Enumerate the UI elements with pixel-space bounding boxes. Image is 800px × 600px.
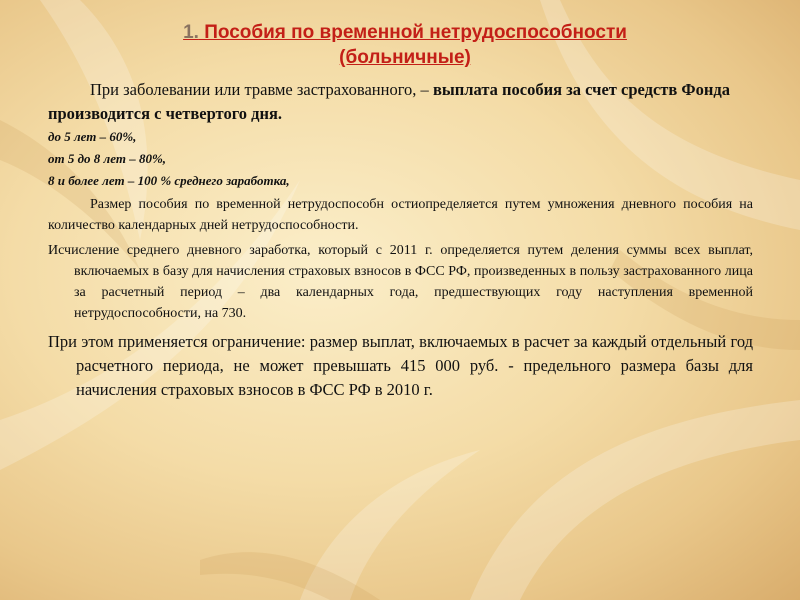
title-number: 1. [183,22,199,43]
slide-title [40,20,770,70]
title-line-2: (больничные) [339,47,471,68]
rate-line: 8 и более лет – 100 % среднего заработка, [48,173,290,188]
intro-normal-text: При заболевании или травме застрахованного, – [90,80,433,99]
intro-bold-text: выплата пособия за счет средств Фонда производится с четвертого дня. [48,80,730,123]
title-line-1: Пособия по временной нетрудоспособности [198,22,627,43]
rate-line: от 5 до 8 лет – 80%, [48,151,167,166]
intro-paragraph [48,78,753,126]
rate-line: до 5 лет – 60%, [48,129,137,144]
slide-body [48,78,753,402]
limit-paragraph: При этом применяется ограничение: размер выплат, включаемых в расчет за каждый отдельный год расчетного периода, не может превышать 415 000 руб. - предельного размера базы для начисления страховых взносов в ФСС РФ в 2010 г. [48,332,753,399]
benefit-size-paragraph: Размер пособия по временной нетрудоспособн остиопределяется путем умножения дневного пособия на количество календарных дней нетрудоспособности. [48,197,753,233]
earnings-calculation-paragraph: Исчисление среднего дневного заработка, который с 2011 г. определяется путем деления суммы всех выплат, включаемых в базу для начисления страховых взносов в ФСС РФ, произведенных в пользу застрахованного лица за расчетный период – два календарных года, предшествующих году наступления временной нетрудоспособности, на 730. [48,243,753,321]
